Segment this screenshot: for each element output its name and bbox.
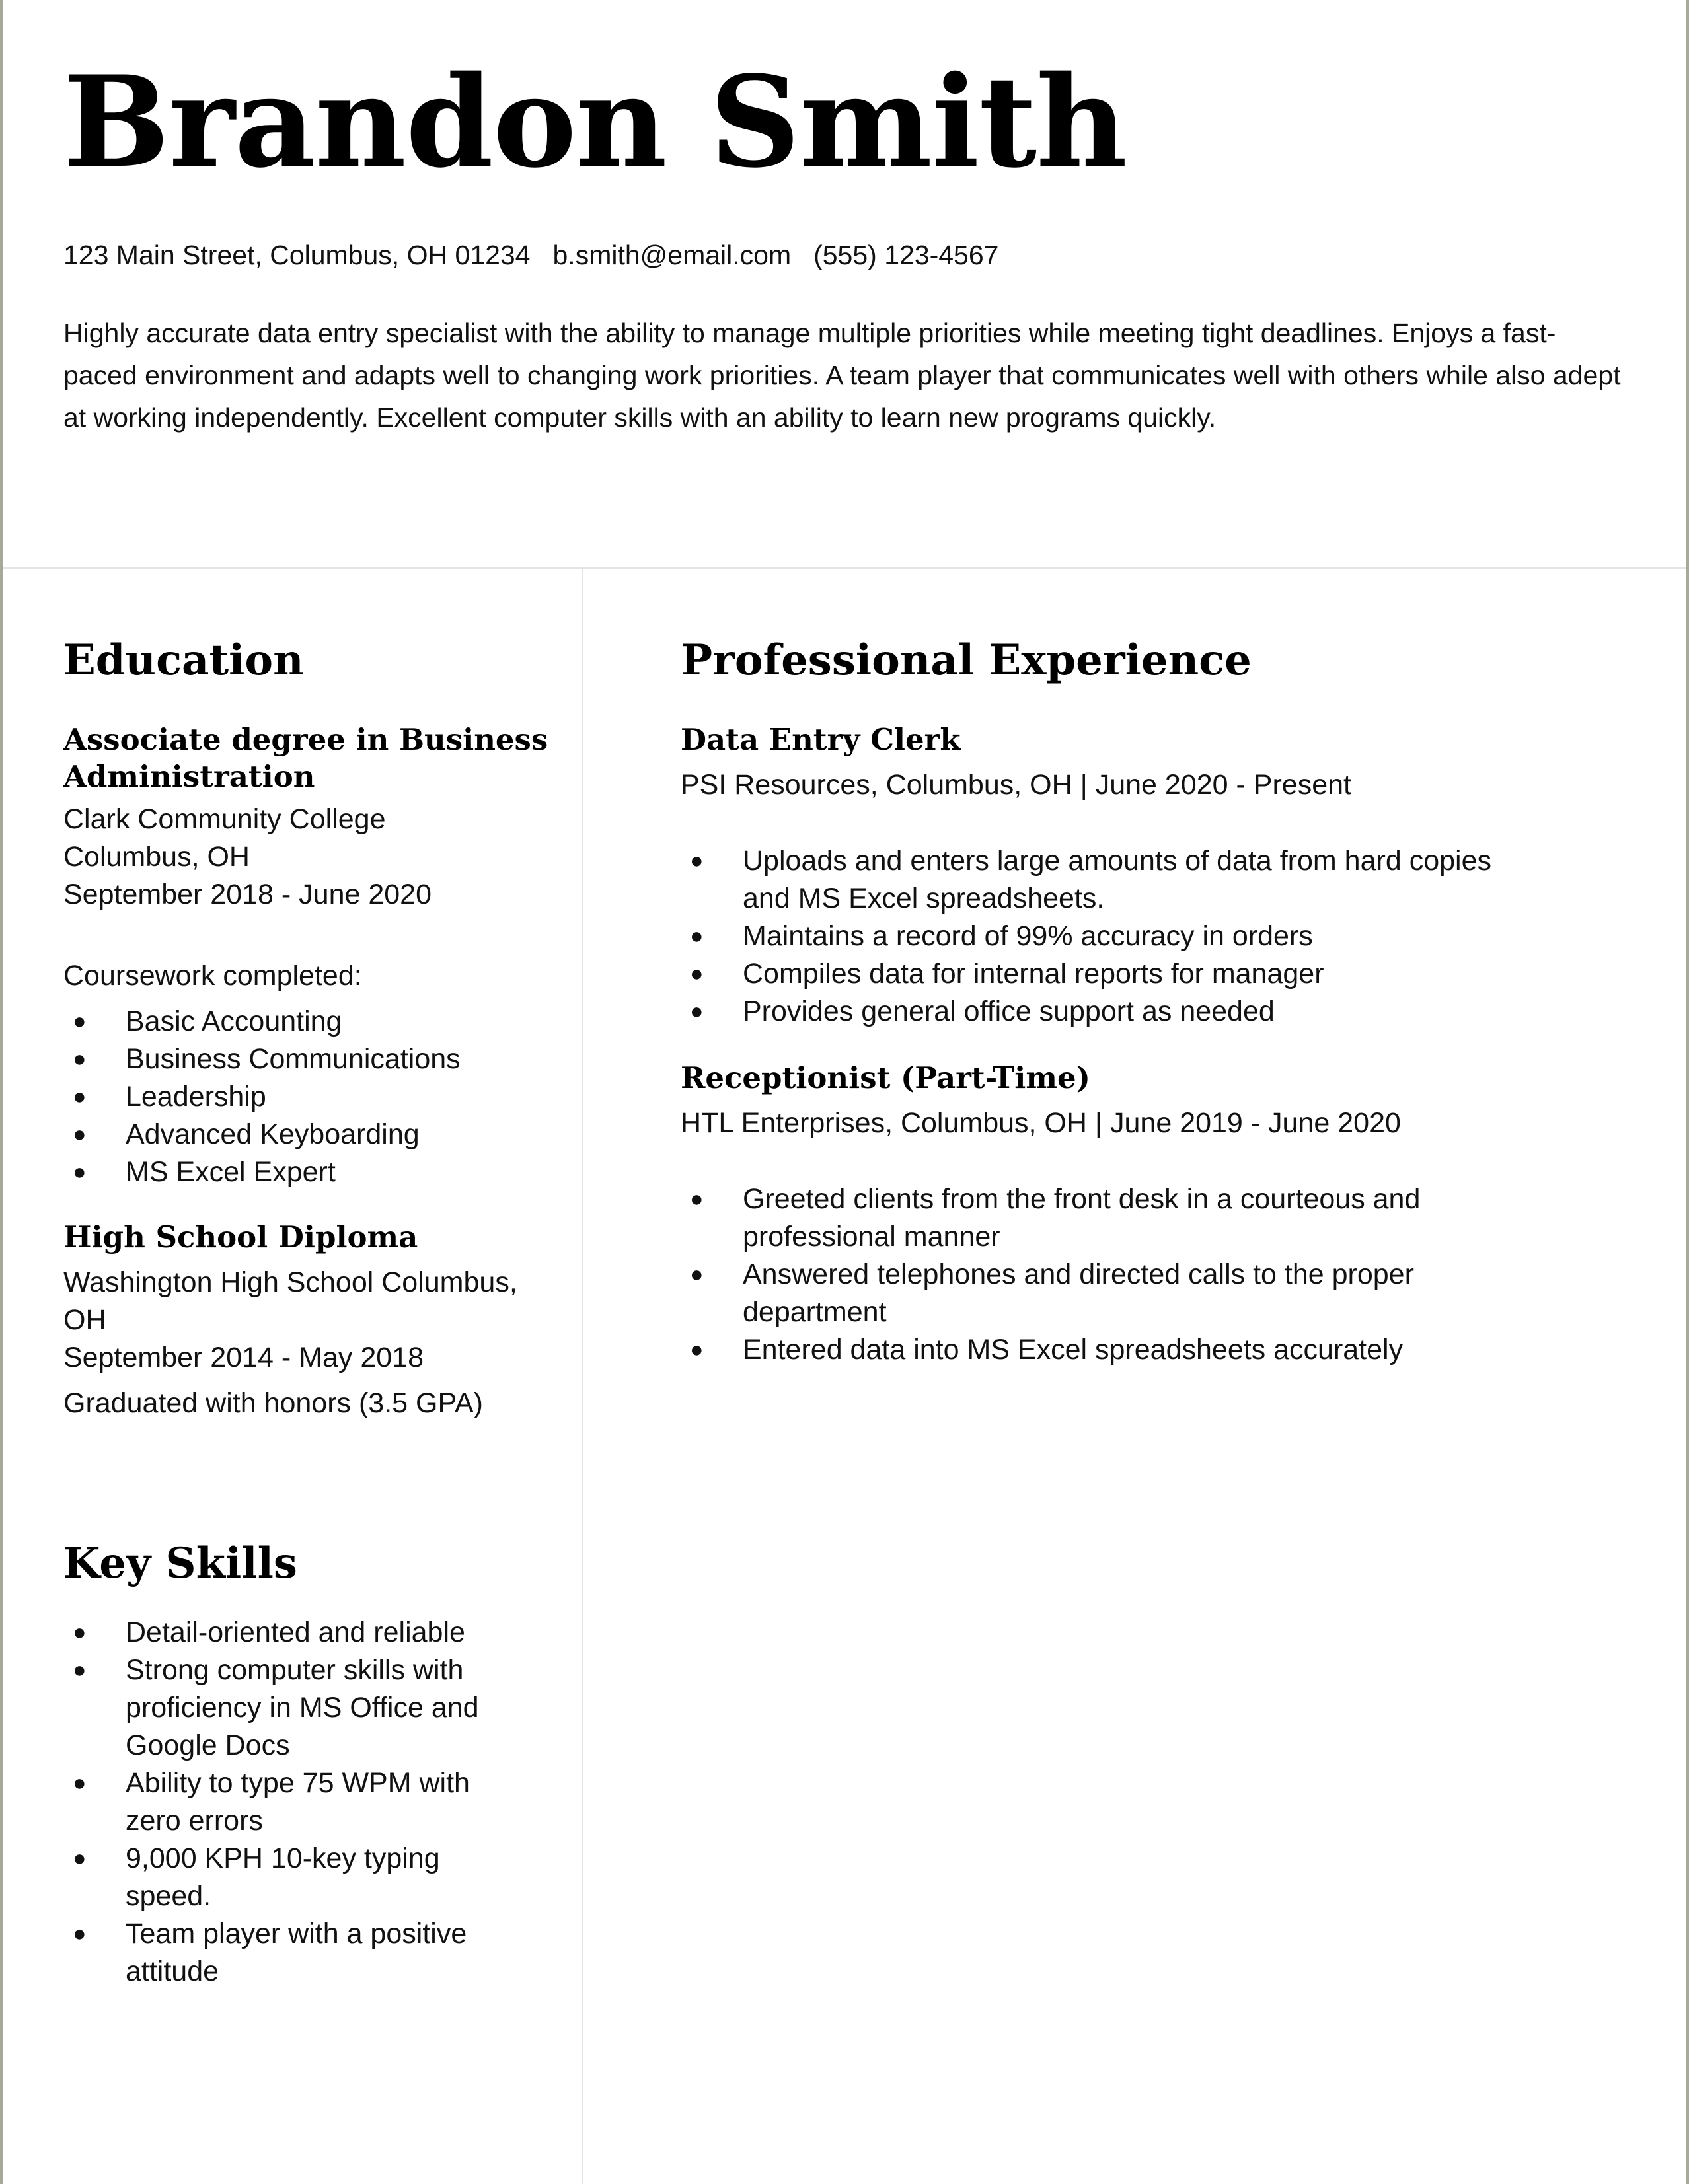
bullet-icon: ● [690, 961, 704, 986]
resume-page [3, 0, 1686, 2184]
resume-header [3, 0, 1686, 567]
list-item-text: Provides general office support as needed [743, 996, 1275, 1027]
list-item [63, 1652, 519, 1765]
degree-name: High School Diploma [63, 1219, 418, 1255]
bullet-icon: ● [73, 1159, 87, 1184]
skills-list [63, 1614, 519, 1990]
school-name: Clark Community College [63, 803, 386, 835]
list-item [63, 1040, 566, 1078]
list-item-text: Detail-oriented and reliable [126, 1617, 465, 1648]
education-entry [63, 1219, 566, 1422]
bullet-icon: ● [73, 1657, 87, 1683]
bullet-icon: ● [73, 1620, 87, 1645]
coursework-label: Coursework completed: [63, 960, 362, 992]
degree-name: Associate degree in Business Administration [63, 722, 548, 794]
job-meta: HTL Enterprises, Columbus, OH | June 2019 - June 2020 [681, 1107, 1401, 1139]
coursework-list [63, 1003, 566, 1191]
education-note: Graduated with honors (3.5 GPA) [63, 1387, 483, 1419]
list-item-text: Basic Accounting [126, 1005, 342, 1037]
bullet-icon: ● [73, 1921, 87, 1946]
list-item-text: Maintains a record of 99% accuracy in orders [743, 920, 1313, 952]
list-item [681, 1181, 1474, 1256]
contact-info [63, 237, 1021, 273]
phone: (555) 123-4567 [813, 240, 999, 270]
address: 123 Main Street, Columbus, OH 01234 [63, 240, 531, 270]
list-item-text: MS Excel Expert [126, 1156, 336, 1188]
list-item [681, 842, 1540, 918]
list-item [681, 1331, 1474, 1369]
list-item-text: Team player with a positive attitude [126, 1918, 467, 1987]
list-item [63, 1153, 566, 1191]
list-item [681, 1256, 1474, 1331]
job-entry [681, 1060, 1619, 1369]
list-item-text: Entered data into MS Excel spreadsheets accurately [743, 1334, 1404, 1365]
bullet-icon: ● [73, 1009, 87, 1034]
bullet-icon: ● [73, 1084, 87, 1109]
job-meta: PSI Resources, Columbus, OH | June 2020 - Present [681, 769, 1351, 801]
list-item-text: Leadership [126, 1081, 266, 1112]
bullet-icon: ● [690, 1186, 704, 1212]
column-divider [582, 567, 583, 2184]
list-item [63, 1116, 566, 1153]
list-item [63, 1765, 519, 1840]
summary: Highly accurate data entry specialist with the ability to manage multiple priorities while meeting tight deadlines. Enjoys a fast-paced environment and adapts well to changing work priorities. A team player that communicates well with others while also adept at working independently. Excellent computer skills with an ability to learn new programs quickly. [63, 318, 1621, 433]
list-item-text: Ability to type 75 WPM with zero errors [126, 1767, 470, 1837]
left-column [63, 628, 566, 1990]
bullet-icon: ● [690, 999, 704, 1024]
job-bullets [681, 1181, 1474, 1369]
job-bullets [681, 842, 1540, 1031]
list-item-text: Business Communications [126, 1043, 461, 1075]
list-item [63, 1614, 519, 1652]
job-title: Receptionist (Part-Time) [681, 1060, 1090, 1095]
list-item [681, 955, 1540, 993]
header-divider [3, 567, 1686, 569]
right-column [681, 628, 1619, 1369]
education-entry [63, 721, 566, 1191]
list-item-text: Uploads and enters large amounts of data from hard copies and MS Excel spreadsheets. [743, 845, 1491, 914]
list-item-text: Compiles data for internal reports for manager [743, 958, 1324, 990]
list-item [63, 1078, 566, 1116]
list-item [63, 1915, 519, 1990]
bullet-icon: ● [73, 1846, 87, 1871]
school-name: Washington High School Columbus, OH [63, 1266, 517, 1336]
bullet-icon: ● [73, 1770, 87, 1796]
email: b.smith@email.com [552, 240, 792, 270]
experience-title: Professional Experience [681, 636, 1252, 685]
education-title: Education [63, 636, 304, 685]
list-item-text: Advanced Keyboarding [126, 1118, 420, 1150]
list-item-text: Answered telephones and directed calls to the proper department [743, 1258, 1414, 1328]
bullet-icon: ● [690, 848, 704, 873]
school-location: Columbus, OH [63, 841, 250, 873]
education-dates: September 2014 - May 2018 [63, 1342, 424, 1373]
list-item [63, 1003, 566, 1040]
education-dates: September 2018 - June 2020 [63, 879, 432, 910]
job-entry [681, 721, 1619, 1031]
list-item [63, 1840, 519, 1915]
bullet-icon: ● [73, 1046, 87, 1072]
bullet-icon: ● [690, 1262, 704, 1287]
list-item [681, 918, 1540, 955]
skills-title: Key Skills [63, 1539, 297, 1588]
bullet-icon: ● [690, 1337, 704, 1362]
list-item-text: Strong computer skills with proficiency in MS Office and Google Docs [126, 1654, 479, 1761]
list-item-text: 9,000 KPH 10-key typing speed. [126, 1842, 440, 1912]
bullet-icon: ● [73, 1122, 87, 1147]
candidate-name: Brandon Smith [63, 48, 1127, 196]
list-item-text: Greeted clients from the front desk in a courteous and professional manner [743, 1183, 1421, 1253]
bullet-icon: ● [690, 924, 704, 949]
list-item [681, 993, 1540, 1031]
job-title: Data Entry Clerk [681, 722, 961, 757]
